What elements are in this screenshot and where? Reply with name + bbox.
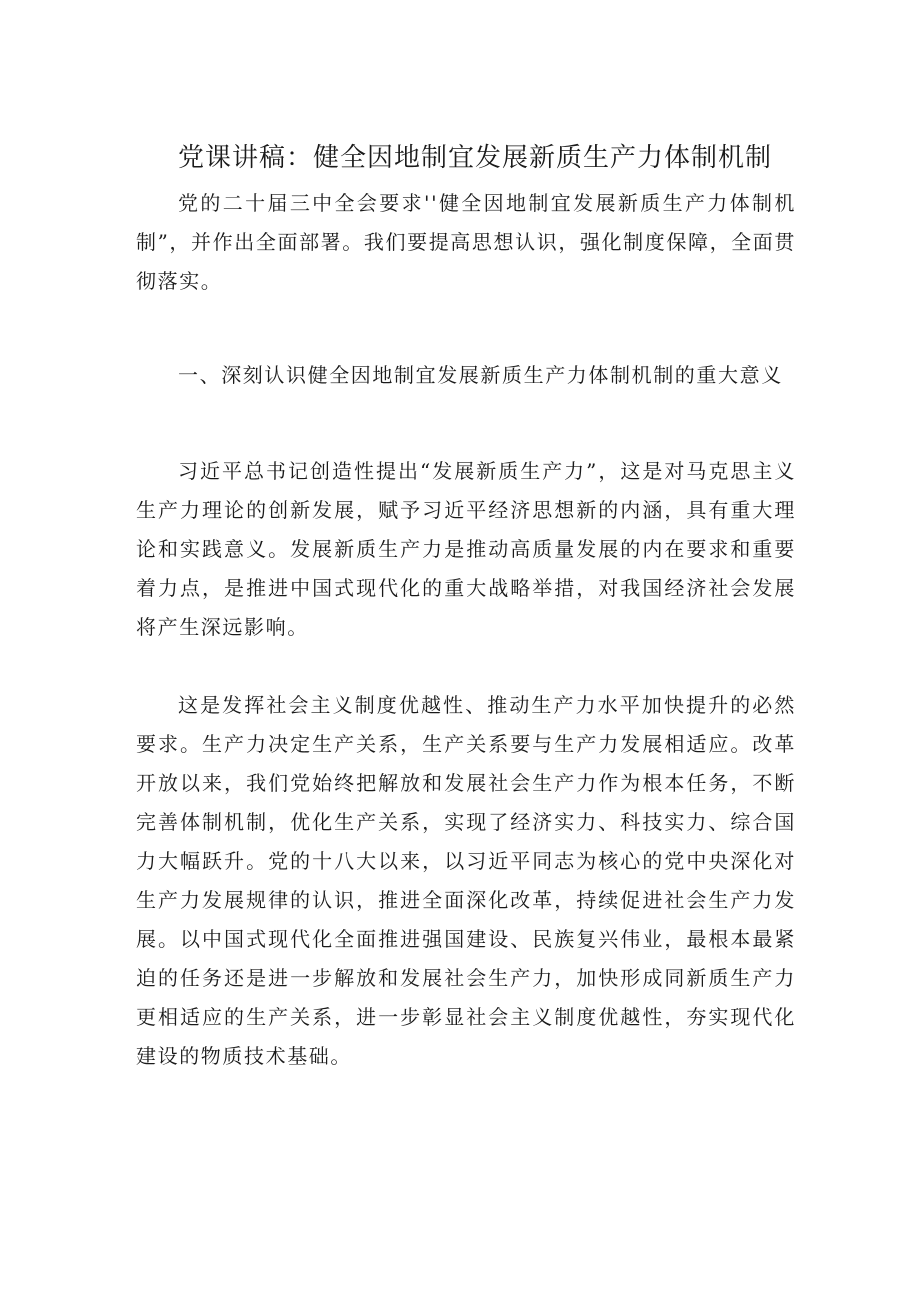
document-title: 党课讲稿：健全因地制宜发展新质生产力体制机制 bbox=[178, 143, 773, 173]
body-paragraph-2: 这是发挥社会主义制度优越性、推动生产力水平加快提升的必然要求。生产力决定生产关系，生产关系要与生产力发展相适应。改革开放以来，我们党始终把解放和发展社会生产力作为根本任务，不断完善体制机制，优化生产关系，实现了经济实力、科技实力、综合国力大幅跃升。党的十八大以来，以习近平同志为核心的党中央深化对生产力发展规律的认识，推进全面深化改革，持续促进社会生产力发展。以中国式现代化全面推进强国建设、民族复兴伟业，最根本最紧迫的任务还是进一步解放和发展社会生产力，加快形成同新质生产力更相适应的生产关系，进一步彰显社会主义制度优越性，夯实现代化建设的物质技术基础。 bbox=[136, 693, 796, 1068]
intro-paragraph: 党的二十届三中全会要求''健全因地制宜发展新质生产力体制机制”，并作出全面部署。我们要提高思想认识，强化制度保障，全面贯彻落实。 bbox=[136, 191, 796, 293]
section-heading-1: 一、深刻认识健全因地制宜发展新质生产力体制机制的重大意义 bbox=[178, 363, 783, 387]
body-paragraph-1: 习近平总书记创造性提出“发展新质生产力”，这是对马克思主义生产力理论的创新发展，赋予习近平经济思想新的内涵，具有重大理论和实践意义。发展新质生产力是推动高质量发展的内在要求和重要着力点，是推进中国式现代化的重大战略举措，对我国经济社会发展将产生深远影响。 bbox=[136, 459, 796, 639]
